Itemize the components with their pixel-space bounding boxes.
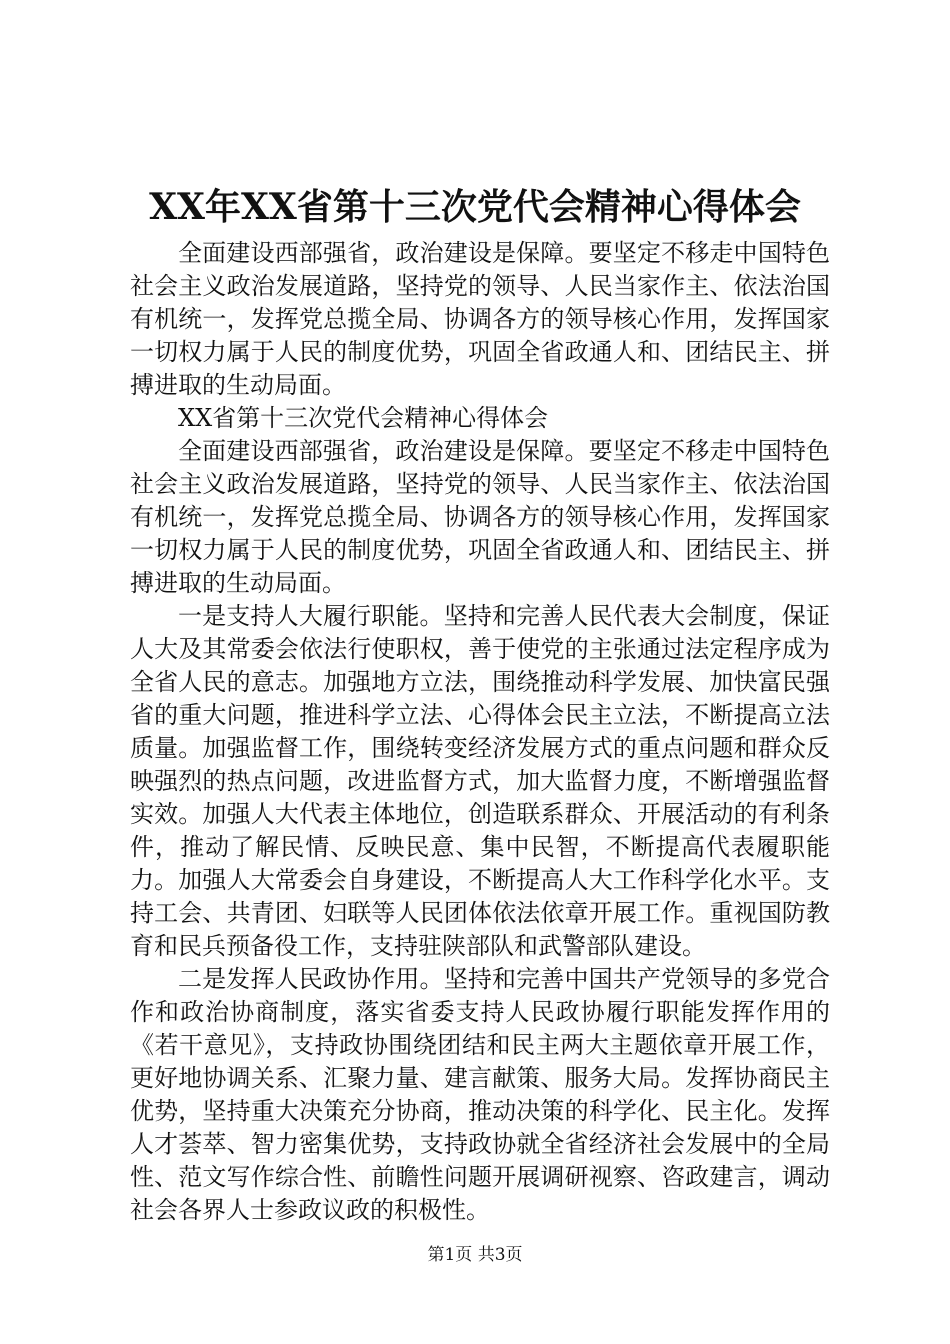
paragraph-1: 全面建设西部强省，政治建设是保障。要坚定不移走中国特色社会主义政治发展道路，坚持党的领导、人民当家作主、依法治国有机统一，发挥党总揽全局、协调各方的领导核心作用，发挥国家一切权力属于人民的制度优势，巩固全省政通人和、团结民主、拼搏进取的生动局面。 (130, 239, 830, 399)
document-title: XX年XX省第十三次党代会精神心得体会 (149, 186, 801, 228)
paragraph-3: 一是支持人大履行职能。坚持和完善人民代表大会制度，保证人大及其常委会依法行使职权，善于使党的主张通过法定程序成为全省人民的意志。加强地方立法，围绕推动科学发展、加快富民强省的重大问题，推进科学立法、心得体会民主立法，不断提高立法质量。加强监督工作，围绕转变经济发展方式的重点问题和群众反映强烈的热点问题，改进监督方式，加大监督力度，不断增强监督实效。加强人大代表主体地位，创造联系群众、开展活动的有利条件，推动了解民情、反映民意、集中民智，不断提高代表履职能力。加强人大常委会自身建设，不断提高人大工作科学化水平。支持工会、共青团、妇联等人民团体依法依章开展工作。重视国防教育和民兵预备役工作，支持驻陕部队和武警部队建设。 (130, 602, 830, 960)
paragraph-2: 全面建设西部强省，政治建设是保障。要坚定不移走中国特色社会主义政治发展道路，坚持党的领导、人民当家作主、依法治国有机统一，发挥党总揽全局、协调各方的领导核心作用，发挥国家一切权力属于人民的制度优势，巩固全省政通人和、团结民主、拼搏进取的生动局面。 (130, 437, 830, 597)
paragraph-4: 二是发挥人民政协作用。坚持和完善中国共产党领导的多党合作和政治协商制度，落实省委支持人民政协履行职能发挥作用的《若干意见》，支持政协围绕团结和民主两大主题依章开展工作，更好地协调关系、汇聚力量、建言献策、服务大局。发挥协商民主优势，坚持重大决策充分协商，推动决策的科学化、民主化。发挥人才荟萃、智力密集优势，支持政协就全省经济社会发展中的全局性、范文写作综合性、前瞻性问题开展调研视察、咨政建言，调动社会各界人士参政议政的积极性。 (130, 965, 830, 1224)
document-body (130, 237, 830, 1227)
page-number-footer: 第1页 共3页 (427, 1245, 523, 1265)
paragraph-subtitle: XX省第十三次党代会精神心得体会 (178, 404, 549, 432)
